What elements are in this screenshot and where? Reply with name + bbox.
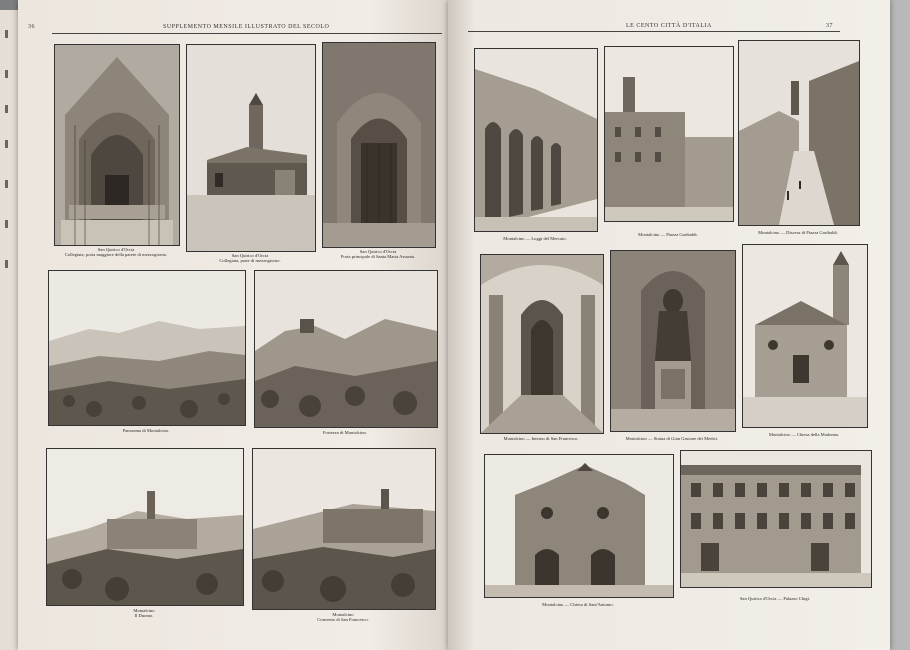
caption-title: Statua di Gian Gastone dei Medici. (653, 436, 719, 441)
caption-title: Fortezza di Montalcino. (322, 430, 367, 435)
running-head-right: LE CENTO CITTÀ D'ITALIA (626, 23, 712, 29)
caption-sant-antonio: Montalcino — Chiesa di Sant'Antonio. (542, 602, 614, 607)
caption-title: Chiesa di Sant'Antonio. (570, 602, 614, 607)
page-edge-strip (0, 10, 18, 650)
caption-title: Collegiata, porta maggiore della parete di mezzogiorno. (64, 252, 168, 257)
caption-title: Piazza Garibaldi. (666, 232, 698, 237)
caption-title: Chiesa della Madonna. (796, 432, 840, 437)
caption-place: Montalcino (625, 436, 647, 441)
page-number-right: 37 (826, 23, 833, 29)
caption-place: Montalcino (332, 612, 354, 617)
caption-madonna: Montalcino — Chiesa della Madonna. (768, 432, 840, 437)
illustration-duomo-montalcino (46, 448, 244, 606)
caption-title: Il Duomo. (134, 613, 154, 618)
page-number-left: 36 (28, 24, 35, 30)
illustration-portal-collegiata (54, 44, 180, 246)
caption-piazza: Montalcino — Piazza Garibaldi. (638, 232, 698, 237)
header-rule-left (52, 33, 442, 34)
illustration-fortezza-montalcino (254, 270, 438, 428)
illustration-loggia-mercato (474, 48, 598, 232)
illustration-chiesa-madonna (742, 244, 868, 428)
caption-title: Loggi del Mercato. (531, 236, 567, 241)
caption-place: Montalcino (542, 602, 564, 607)
illustration-discesa-piazza (738, 40, 860, 226)
caption-place: San Quirico d'Orcia (97, 247, 135, 252)
caption-discesa: Montalcino — Discesa di Piazza Garibaldi. (758, 230, 838, 235)
caption-title: Palazzo Chigi. (783, 596, 811, 601)
illustration-panorama-montalcino (48, 270, 246, 426)
caption-palazzo-chigi: San Quirico d'Orcia — Palazzo Chigi. (739, 596, 811, 601)
header-rule-right (468, 31, 840, 32)
illustration-convento-san-francesco (252, 448, 436, 610)
caption-statua: Montalcino — Statua di Gian Gastone dei Medici. (625, 436, 719, 441)
caption-place: San Quirico d'Orcia (231, 253, 269, 258)
illustration-piazza-garibaldi (604, 46, 734, 222)
illustration-palazzo-chigi (680, 450, 872, 588)
illustration-chiesa-sant-antonio (484, 454, 674, 598)
caption-mercato: Montalcino — Loggi del Mercato. (503, 236, 567, 241)
caption-place: Montalcino (503, 436, 525, 441)
caption-title: Panorama di Montalcino. (122, 428, 170, 433)
illustration-collegiata-south (186, 44, 316, 252)
caption-interno: Montalcino — Interno di San Francesco. (503, 436, 579, 441)
right-page (448, 0, 890, 650)
caption-title: Collegiata, parte di mezzogiorno. (219, 258, 281, 263)
running-head-left: SUPPLEMENTO MENSILE ILLUSTRATO DEL SECOLO (163, 24, 330, 30)
caption-place: San Quirico d'Orcia (359, 249, 397, 254)
caption-place: Montalcino (638, 232, 660, 237)
caption-place: Montalcino (758, 230, 780, 235)
illustration-statua-gian-gastone (610, 250, 736, 432)
illustration-interno-san-francesco (480, 254, 604, 434)
caption-title: Discesa di Piazza Garibaldi. (786, 230, 838, 235)
caption-place: Montalcino (503, 236, 525, 241)
caption-title: Convento di San Francesco. (317, 617, 369, 622)
caption-place: Montalcino (133, 608, 155, 613)
caption-title: Interno di San Francesco. (531, 436, 579, 441)
illustration-santa-maria-portal (322, 42, 436, 248)
caption-title: Porta principale di Santa Maria Assunta. (340, 254, 416, 259)
caption-place: Montalcino (768, 432, 791, 437)
left-page (18, 0, 458, 650)
caption-place: San Quirico d'Orcia (739, 596, 777, 601)
